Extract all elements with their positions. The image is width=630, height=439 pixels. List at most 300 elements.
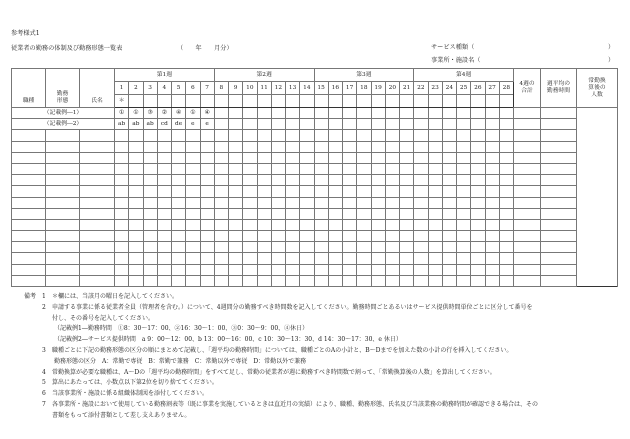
job-type-cell[interactable]	[12, 130, 46, 141]
day-cell[interactable]	[414, 119, 428, 130]
day-cell[interactable]	[428, 275, 442, 286]
day-cell[interactable]	[371, 130, 385, 141]
day-cell[interactable]	[328, 175, 342, 186]
day-cell[interactable]	[343, 208, 357, 219]
name-cell[interactable]	[80, 163, 115, 174]
day-cell[interactable]	[414, 130, 428, 141]
day-cell[interactable]	[115, 130, 129, 141]
weekday-cell[interactable]	[328, 95, 342, 108]
day-cell[interactable]	[400, 163, 414, 174]
day-cell[interactable]	[314, 119, 328, 130]
day-cell[interactable]	[428, 130, 442, 141]
day-cell[interactable]	[400, 108, 414, 119]
day-cell[interactable]	[471, 197, 485, 208]
day-cell[interactable]	[328, 152, 342, 163]
day-cell[interactable]	[172, 186, 186, 197]
day-cell[interactable]	[314, 231, 328, 242]
day-cell[interactable]	[286, 219, 300, 230]
day-cell[interactable]	[485, 186, 499, 197]
total-4weeks-cell[interactable]	[514, 242, 541, 253]
job-type-cell[interactable]	[12, 152, 46, 163]
day-cell[interactable]	[286, 275, 300, 286]
day-cell[interactable]	[157, 264, 171, 275]
day-cell[interactable]	[485, 275, 499, 286]
day-cell[interactable]	[243, 231, 257, 242]
day-cell[interactable]	[328, 231, 342, 242]
day-cell[interactable]	[157, 163, 171, 174]
day-cell[interactable]	[414, 242, 428, 253]
day-cell[interactable]	[286, 197, 300, 208]
fte-count-cell[interactable]	[577, 163, 618, 174]
day-cell[interactable]	[371, 163, 385, 174]
day-cell[interactable]	[428, 231, 442, 242]
day-cell[interactable]	[286, 130, 300, 141]
day-cell[interactable]	[129, 219, 143, 230]
day-cell[interactable]	[385, 152, 399, 163]
day-cell[interactable]	[186, 141, 200, 152]
day-cell[interactable]	[157, 231, 171, 242]
day-cell[interactable]	[471, 186, 485, 197]
weekday-cell[interactable]	[229, 95, 243, 108]
weekly-average-cell[interactable]	[541, 130, 577, 141]
day-cell[interactable]	[457, 130, 471, 141]
day-cell[interactable]	[428, 175, 442, 186]
day-cell[interactable]	[357, 186, 371, 197]
fte-count-cell[interactable]	[577, 197, 618, 208]
weekly-average-cell[interactable]	[541, 186, 577, 197]
day-cell[interactable]	[343, 119, 357, 130]
day-cell[interactable]	[371, 253, 385, 264]
work-form-cell[interactable]	[46, 186, 80, 197]
day-cell[interactable]	[471, 119, 485, 130]
day-cell[interactable]: ④	[200, 108, 214, 119]
day-cell[interactable]	[485, 242, 499, 253]
day-cell[interactable]	[229, 197, 243, 208]
day-cell[interactable]	[499, 275, 513, 286]
day-cell[interactable]	[300, 108, 314, 119]
day-cell[interactable]	[314, 108, 328, 119]
day-cell[interactable]	[328, 130, 342, 141]
day-cell[interactable]	[172, 242, 186, 253]
day-cell[interactable]	[115, 197, 129, 208]
job-type-cell[interactable]	[12, 186, 46, 197]
day-cell[interactable]	[471, 130, 485, 141]
weekday-cell[interactable]	[499, 95, 513, 108]
weekly-average-cell[interactable]	[541, 197, 577, 208]
day-cell[interactable]	[115, 163, 129, 174]
day-cell[interactable]	[200, 141, 214, 152]
day-cell[interactable]	[172, 253, 186, 264]
day-cell[interactable]	[200, 152, 214, 163]
day-cell[interactable]	[200, 130, 214, 141]
name-cell[interactable]	[80, 208, 115, 219]
weekly-average-cell[interactable]	[541, 264, 577, 275]
fte-count-cell[interactable]	[577, 175, 618, 186]
day-cell[interactable]	[499, 141, 513, 152]
day-cell[interactable]: ①	[129, 108, 143, 119]
day-cell[interactable]	[414, 186, 428, 197]
day-cell[interactable]	[143, 219, 157, 230]
day-cell[interactable]	[371, 119, 385, 130]
day-cell[interactable]	[357, 130, 371, 141]
day-cell[interactable]	[214, 186, 228, 197]
weekly-average-cell[interactable]	[541, 253, 577, 264]
total-4weeks-cell[interactable]	[514, 231, 541, 242]
day-cell[interactable]	[457, 275, 471, 286]
day-cell[interactable]	[143, 152, 157, 163]
day-cell[interactable]	[385, 231, 399, 242]
day-cell[interactable]	[400, 197, 414, 208]
day-cell[interactable]	[115, 253, 129, 264]
day-cell[interactable]	[414, 253, 428, 264]
day-cell[interactable]	[457, 197, 471, 208]
day-cell[interactable]	[157, 175, 171, 186]
day-cell[interactable]	[499, 119, 513, 130]
day-cell[interactable]	[414, 141, 428, 152]
day-cell[interactable]	[499, 264, 513, 275]
day-cell[interactable]	[172, 175, 186, 186]
day-cell[interactable]	[300, 152, 314, 163]
day-cell[interactable]	[385, 163, 399, 174]
total-4weeks-cell[interactable]	[514, 175, 541, 186]
weekday-cell[interactable]	[200, 95, 214, 108]
day-cell[interactable]	[357, 141, 371, 152]
day-cell[interactable]	[172, 264, 186, 275]
day-cell[interactable]	[357, 219, 371, 230]
weekday-cell[interactable]	[300, 95, 314, 108]
day-cell[interactable]	[314, 197, 328, 208]
job-type-cell[interactable]	[12, 175, 46, 186]
day-cell[interactable]	[129, 186, 143, 197]
day-cell[interactable]	[343, 141, 357, 152]
work-form-cell[interactable]	[46, 275, 80, 286]
day-cell[interactable]	[229, 119, 243, 130]
day-cell[interactable]	[499, 242, 513, 253]
day-cell[interactable]	[300, 141, 314, 152]
day-cell[interactable]	[442, 119, 456, 130]
weekly-average-cell[interactable]	[541, 119, 577, 130]
weekday-cell[interactable]	[428, 95, 442, 108]
fte-count-cell[interactable]	[577, 141, 618, 152]
day-cell[interactable]	[371, 186, 385, 197]
day-cell[interactable]	[371, 208, 385, 219]
day-cell[interactable]	[214, 141, 228, 152]
day-cell[interactable]	[257, 219, 271, 230]
day-cell[interactable]	[428, 163, 442, 174]
day-cell[interactable]	[186, 163, 200, 174]
weekly-average-cell[interactable]	[541, 208, 577, 219]
day-cell[interactable]: ④	[172, 108, 186, 119]
weekday-cell[interactable]	[357, 95, 371, 108]
day-cell[interactable]	[357, 275, 371, 286]
day-cell[interactable]	[371, 141, 385, 152]
day-cell[interactable]	[471, 163, 485, 174]
day-cell[interactable]	[143, 163, 157, 174]
total-4weeks-cell[interactable]	[514, 108, 541, 119]
day-cell[interactable]	[286, 152, 300, 163]
day-cell[interactable]	[157, 186, 171, 197]
day-cell[interactable]	[414, 208, 428, 219]
day-cell[interactable]	[343, 130, 357, 141]
weekly-average-cell[interactable]	[541, 108, 577, 119]
name-cell[interactable]	[80, 275, 115, 286]
weekday-cell[interactable]	[314, 95, 328, 108]
day-cell[interactable]	[343, 163, 357, 174]
name-cell[interactable]	[80, 186, 115, 197]
day-cell[interactable]	[300, 219, 314, 230]
day-cell[interactable]	[357, 175, 371, 186]
day-cell[interactable]	[300, 163, 314, 174]
day-cell[interactable]	[214, 197, 228, 208]
job-type-cell[interactable]	[12, 264, 46, 275]
work-form-cell[interactable]	[46, 141, 80, 152]
day-cell[interactable]: ab	[115, 119, 129, 130]
work-form-cell[interactable]	[46, 219, 80, 230]
day-cell[interactable]	[271, 197, 285, 208]
day-cell[interactable]	[428, 242, 442, 253]
day-cell[interactable]	[286, 231, 300, 242]
day-cell[interactable]	[157, 141, 171, 152]
day-cell[interactable]	[300, 231, 314, 242]
day-cell[interactable]	[157, 208, 171, 219]
day-cell[interactable]	[214, 264, 228, 275]
day-cell[interactable]	[499, 108, 513, 119]
total-4weeks-cell[interactable]	[514, 264, 541, 275]
day-cell[interactable]	[485, 141, 499, 152]
day-cell[interactable]	[157, 219, 171, 230]
fte-count-cell[interactable]	[577, 264, 618, 275]
day-cell[interactable]	[243, 175, 257, 186]
day-cell[interactable]	[343, 108, 357, 119]
day-cell[interactable]	[300, 208, 314, 219]
fte-count-cell[interactable]	[577, 208, 618, 219]
total-4weeks-cell[interactable]	[514, 152, 541, 163]
day-cell[interactable]	[499, 130, 513, 141]
day-cell[interactable]	[129, 275, 143, 286]
day-cell[interactable]	[400, 253, 414, 264]
day-cell[interactable]	[343, 275, 357, 286]
job-type-cell[interactable]	[12, 275, 46, 286]
day-cell[interactable]	[414, 152, 428, 163]
day-cell[interactable]	[229, 108, 243, 119]
day-cell[interactable]	[300, 275, 314, 286]
day-cell[interactable]	[286, 175, 300, 186]
day-cell[interactable]	[214, 108, 228, 119]
day-cell[interactable]	[471, 242, 485, 253]
day-cell[interactable]	[499, 231, 513, 242]
weekday-cell[interactable]	[400, 95, 414, 108]
day-cell[interactable]	[257, 197, 271, 208]
day-cell[interactable]	[457, 253, 471, 264]
day-cell[interactable]	[457, 242, 471, 253]
day-cell[interactable]	[343, 231, 357, 242]
day-cell[interactable]	[442, 264, 456, 275]
day-cell[interactable]	[485, 108, 499, 119]
day-cell[interactable]	[300, 264, 314, 275]
day-cell[interactable]	[400, 186, 414, 197]
day-cell[interactable]	[200, 197, 214, 208]
day-cell[interactable]	[243, 119, 257, 130]
day-cell[interactable]	[400, 152, 414, 163]
day-cell[interactable]	[314, 130, 328, 141]
day-cell[interactable]	[400, 141, 414, 152]
weekday-cell[interactable]	[414, 95, 428, 108]
day-cell[interactable]	[485, 197, 499, 208]
name-cell[interactable]	[80, 242, 115, 253]
day-cell[interactable]	[200, 231, 214, 242]
day-cell[interactable]	[243, 108, 257, 119]
work-form-cell[interactable]	[46, 175, 80, 186]
weekday-cell[interactable]	[457, 95, 471, 108]
day-cell[interactable]	[400, 208, 414, 219]
day-cell[interactable]	[129, 130, 143, 141]
day-cell[interactable]	[357, 208, 371, 219]
day-cell[interactable]	[129, 152, 143, 163]
day-cell[interactable]	[385, 130, 399, 141]
day-cell[interactable]	[442, 175, 456, 186]
day-cell[interactable]	[457, 163, 471, 174]
day-cell[interactable]	[314, 186, 328, 197]
day-cell[interactable]	[300, 186, 314, 197]
day-cell[interactable]	[357, 264, 371, 275]
day-cell[interactable]: ②	[157, 108, 171, 119]
day-cell[interactable]	[257, 152, 271, 163]
day-cell[interactable]	[186, 208, 200, 219]
day-cell[interactable]	[229, 175, 243, 186]
day-cell[interactable]	[186, 231, 200, 242]
day-cell[interactable]	[229, 141, 243, 152]
weekday-cell[interactable]	[485, 95, 499, 108]
day-cell[interactable]	[442, 275, 456, 286]
day-cell[interactable]	[172, 275, 186, 286]
day-cell[interactable]	[314, 253, 328, 264]
day-cell[interactable]	[457, 231, 471, 242]
day-cell[interactable]	[400, 231, 414, 242]
day-cell[interactable]	[243, 219, 257, 230]
day-cell[interactable]	[457, 108, 471, 119]
name-cell[interactable]	[80, 253, 115, 264]
day-cell[interactable]	[471, 231, 485, 242]
day-cell[interactable]	[414, 264, 428, 275]
weekly-average-cell[interactable]	[541, 242, 577, 253]
day-cell[interactable]	[428, 264, 442, 275]
day-cell[interactable]	[115, 275, 129, 286]
day-cell[interactable]	[328, 219, 342, 230]
day-cell[interactable]	[243, 264, 257, 275]
day-cell[interactable]	[328, 242, 342, 253]
day-cell[interactable]	[257, 264, 271, 275]
name-cell[interactable]	[80, 141, 115, 152]
day-cell[interactable]	[300, 197, 314, 208]
day-cell[interactable]	[385, 186, 399, 197]
day-cell[interactable]	[471, 108, 485, 119]
job-type-cell[interactable]	[12, 219, 46, 230]
day-cell[interactable]	[428, 119, 442, 130]
day-cell[interactable]	[442, 163, 456, 174]
day-cell[interactable]	[457, 219, 471, 230]
day-cell[interactable]	[442, 152, 456, 163]
weekday-cell[interactable]	[129, 95, 143, 108]
day-cell[interactable]	[343, 264, 357, 275]
day-cell[interactable]	[428, 197, 442, 208]
day-cell[interactable]	[115, 141, 129, 152]
work-form-cell[interactable]	[46, 208, 80, 219]
day-cell[interactable]	[143, 231, 157, 242]
day-cell[interactable]	[371, 275, 385, 286]
work-form-cell[interactable]	[46, 197, 80, 208]
day-cell[interactable]	[343, 186, 357, 197]
day-cell[interactable]	[186, 275, 200, 286]
day-cell[interactable]	[442, 141, 456, 152]
fte-count-cell[interactable]	[577, 231, 618, 242]
day-cell[interactable]	[286, 242, 300, 253]
day-cell[interactable]	[286, 119, 300, 130]
day-cell[interactable]	[371, 231, 385, 242]
day-cell[interactable]	[172, 208, 186, 219]
day-cell[interactable]	[385, 253, 399, 264]
day-cell[interactable]	[300, 242, 314, 253]
day-cell[interactable]	[257, 175, 271, 186]
day-cell[interactable]	[214, 275, 228, 286]
day-cell[interactable]	[214, 175, 228, 186]
weekday-cell[interactable]	[385, 95, 399, 108]
day-cell[interactable]	[357, 163, 371, 174]
name-cell[interactable]	[80, 197, 115, 208]
total-4weeks-cell[interactable]	[514, 163, 541, 174]
day-cell[interactable]	[257, 231, 271, 242]
day-cell[interactable]	[229, 186, 243, 197]
day-cell[interactable]	[243, 275, 257, 286]
day-cell[interactable]	[371, 219, 385, 230]
day-cell[interactable]	[271, 108, 285, 119]
day-cell[interactable]	[485, 119, 499, 130]
day-cell[interactable]	[300, 130, 314, 141]
day-cell[interactable]	[243, 208, 257, 219]
day-cell[interactable]	[200, 175, 214, 186]
day-cell[interactable]	[471, 152, 485, 163]
day-cell[interactable]	[143, 186, 157, 197]
day-cell[interactable]	[343, 175, 357, 186]
day-cell[interactable]	[371, 264, 385, 275]
day-cell[interactable]	[428, 108, 442, 119]
day-cell[interactable]	[172, 197, 186, 208]
total-4weeks-cell[interactable]	[514, 119, 541, 130]
day-cell[interactable]	[343, 219, 357, 230]
day-cell[interactable]	[115, 231, 129, 242]
fte-count-cell[interactable]	[577, 275, 618, 286]
day-cell[interactable]	[229, 275, 243, 286]
day-cell[interactable]	[229, 253, 243, 264]
weekly-average-cell[interactable]	[541, 163, 577, 174]
day-cell[interactable]	[485, 253, 499, 264]
day-cell[interactable]	[400, 130, 414, 141]
weekday-cell[interactable]	[371, 95, 385, 108]
day-cell[interactable]	[129, 253, 143, 264]
day-cell[interactable]	[457, 175, 471, 186]
job-type-cell[interactable]	[12, 253, 46, 264]
work-form-cell[interactable]	[46, 152, 80, 163]
total-4weeks-cell[interactable]	[514, 197, 541, 208]
job-type-cell[interactable]	[12, 208, 46, 219]
day-cell[interactable]	[157, 130, 171, 141]
day-cell[interactable]	[400, 175, 414, 186]
day-cell[interactable]	[343, 197, 357, 208]
day-cell[interactable]	[385, 197, 399, 208]
day-cell[interactable]	[428, 219, 442, 230]
day-cell[interactable]	[357, 253, 371, 264]
day-cell[interactable]	[471, 275, 485, 286]
day-cell[interactable]	[328, 141, 342, 152]
